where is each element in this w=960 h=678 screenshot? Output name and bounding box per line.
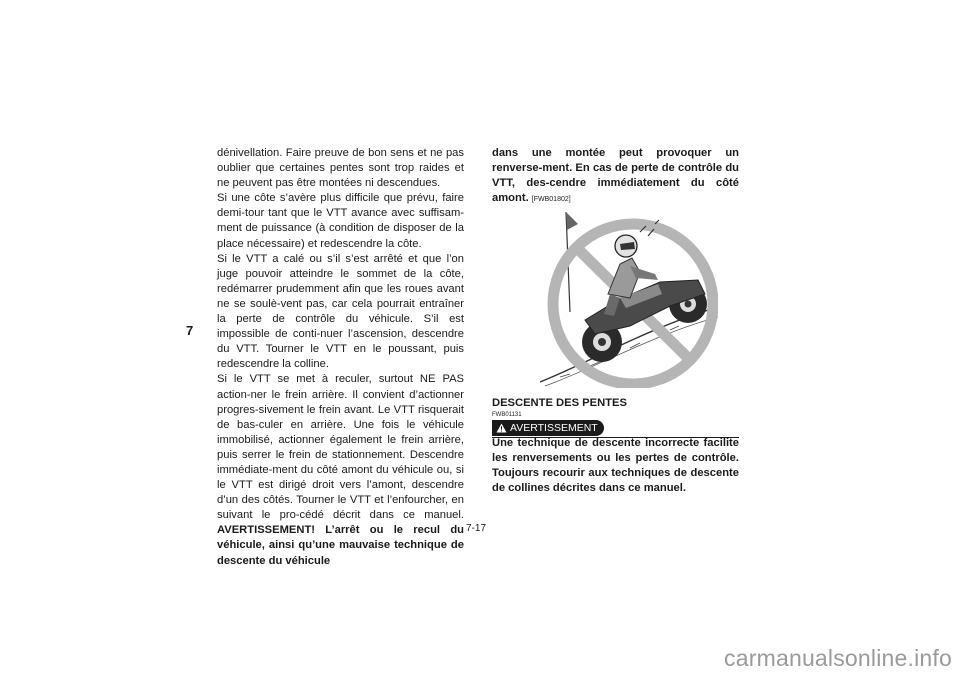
left-column xyxy=(217,146,464,569)
page-number: 7-17 xyxy=(466,523,487,534)
warning-triangle-icon xyxy=(496,423,507,433)
paragraph: dénivellation. Faire preuve de bon sens et ne pas oublier que certaines pentes sont trop raides et ne peuvent pas être montées ni descendues. xyxy=(217,147,464,190)
section-heading: DESCENTE DES PENTES xyxy=(492,397,627,409)
paragraph-text: Si le VTT se met à reculer, surtout NE PAS action-ner le frein arrière. Il convient d’actionner progres-sivement le frein avant. Le VTT risquerait de bas-culer en arrière. Une fois le véhicule immobilisé, actionner également le frein arrière, puis serrer le frein de stationnement. Descendre immédiate-ment du côté amont du véhicule ou, si le VTT est dirigé droit vers l’amont, descendre d’un des côtés. Tourner le VTT et l’enfourcher, en suivant le pro-cédé décrit dans ce manuel. xyxy=(217,373,464,522)
warning-continuation-text: dans une montée peut provoquer un renverse-ment. En cas de perte de contrôle du VTT, des-cendre immédiatement du côté amont. xyxy=(492,147,739,205)
section-code: FWB01131 xyxy=(492,412,522,418)
paragraph: Si une côte s’avère plus difficile que prévu, faire demi-tour tant que le VTT avance avec suffisam-ment de puissance (à condition de disposer de la place nécessaire) et redescendre la côte. xyxy=(217,192,464,250)
warning-badge xyxy=(492,420,604,436)
warning-text: Une technique de descente incorrecte facilite les renversements ou les pertes de contrôle. Toujours recourir aux techniques de descente de collines décrites dans ce manuel. xyxy=(492,437,739,495)
atv-climbing-prohibited-illustration xyxy=(540,202,718,388)
warning-label: AVERTISSEMENT xyxy=(510,422,598,434)
paragraph xyxy=(217,372,464,568)
warning-code: [FWB01802] xyxy=(531,196,571,204)
warning-continuation xyxy=(492,146,739,207)
watermark: carmanualsonline.info xyxy=(724,645,952,671)
chapter-number: 7 xyxy=(186,323,194,338)
paragraph: Si le VTT a calé ou s’il s’est arrêté et que l’on juge pouvoir atteindre le sommet de la côte, redémarrer prudemment afin que les roues avant ne se soulè-vent pas, car cela pourrait entraîner la perte de contrôle du véhicule. S’il est impossible de conti-nuer l’ascension, descendre du VTT. Tourner le VTT en le poussant, puis redescendre la colline. xyxy=(217,252,464,371)
right-column xyxy=(492,146,739,207)
warning-inline-text: AVERTISSEMENT! L’arrêt ou le recul du véhicule, ainsi qu’une mauvaise technique de descente du véhicule xyxy=(217,524,464,567)
